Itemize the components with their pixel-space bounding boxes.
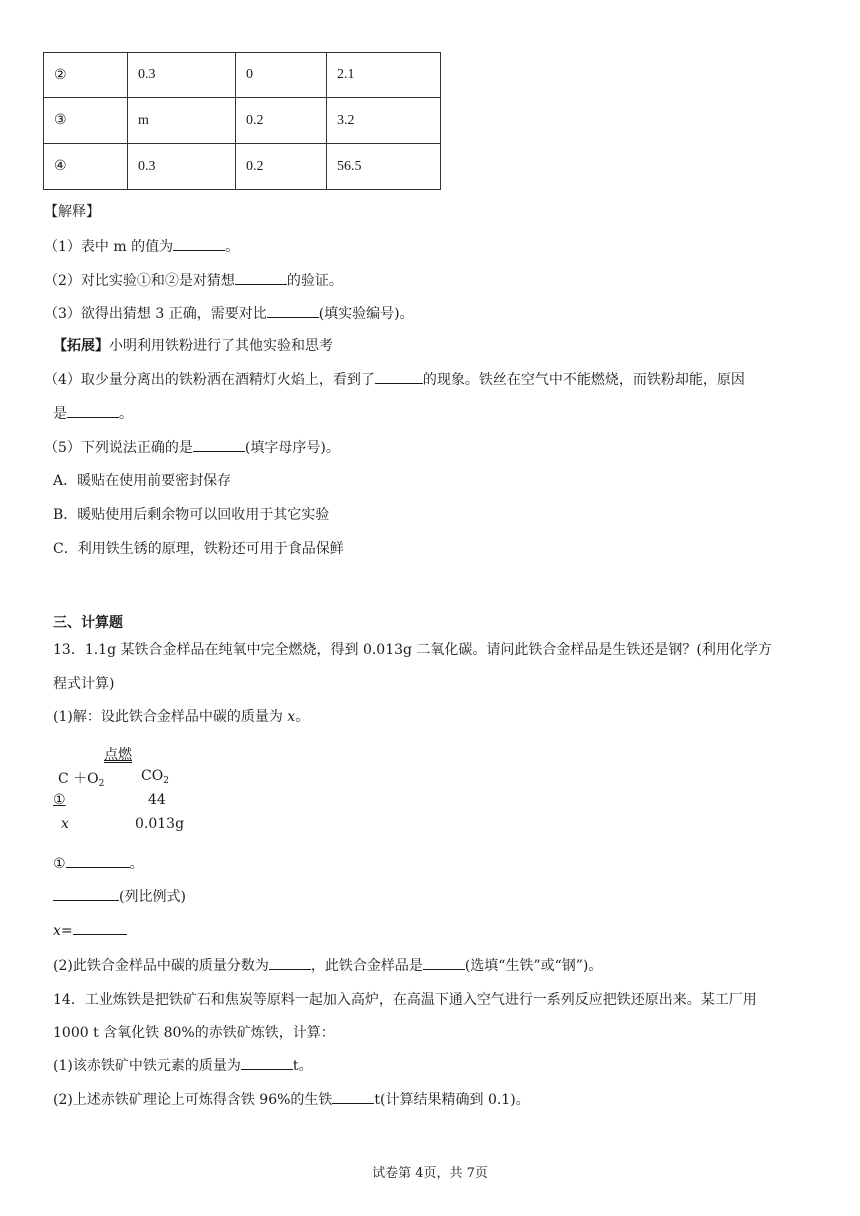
page-footer: 试卷第 4页，共 7页: [372, 1166, 488, 1181]
table-cell: 56.5: [327, 144, 441, 190]
equation-text: CO: [141, 768, 164, 784]
step-text: (列比例式): [119, 889, 186, 905]
table-row: [44, 53, 441, 98]
step-2: [53, 886, 186, 906]
solution-text: (1)解：设此铁合金样品中碳的质量为: [53, 709, 288, 725]
problem-13-line1: 13．1.1g 某铁合金样品在纯氧中完全燃烧，得到 0.013g 二氧化碳。请问此铁合金样品是生铁还是钢？(利用化学方: [53, 642, 772, 658]
option-c: C．利用铁生锈的原理，铁粉还可用于食品保鲜: [53, 541, 344, 557]
problem-14-line1: 14．工业炼铁是把铁矿石和焦炭等原料一起加入高炉，在高温下通入空气进行一系列反应把铁还原出来。某工厂用: [53, 992, 757, 1008]
ratio-left: ①: [53, 792, 66, 808]
question-text: 是: [53, 406, 67, 422]
question-text: （3）欲得出猜想 3 正确，需要对比: [44, 306, 267, 322]
answer-blank[interactable]: [173, 236, 225, 251]
option-b: B．暖贴使用后剩余物可以回收用于其它实验: [53, 507, 330, 523]
step-1: [53, 853, 144, 873]
ratio-right: 44: [148, 792, 166, 808]
var-left: x: [61, 816, 69, 832]
answer-blank[interactable]: [267, 303, 319, 318]
table-cell: 0.2: [236, 98, 327, 144]
question-text: (填实验编号)。: [318, 306, 414, 322]
question-text: 的验证。: [286, 273, 343, 289]
question-text: 。: [119, 406, 133, 422]
problem-14-q1: [53, 1055, 312, 1075]
table-cell: 0.2: [236, 144, 327, 190]
equation-right: [141, 768, 169, 786]
table-row: [44, 98, 441, 144]
problem-14-q2: [53, 1089, 530, 1109]
problem-13-line2: 程式计算): [53, 676, 115, 692]
solution-text: 。: [295, 709, 310, 725]
step-3: [53, 920, 127, 939]
table-cell: ④: [44, 144, 128, 190]
question-5: [44, 437, 340, 457]
subscript: 2: [163, 776, 169, 786]
question-text: （2）对比实验①和②是对猜想: [44, 273, 235, 289]
answer-blank[interactable]: [73, 920, 127, 935]
question-4-cont: [53, 403, 133, 423]
question-text: t(计算结果精确到 0.1)。: [374, 1092, 530, 1108]
answer-blank[interactable]: [269, 955, 311, 970]
answer-blank[interactable]: [193, 437, 245, 452]
problem-13-part2: [53, 955, 602, 975]
question-text: （4）取少量分离出的铁粉洒在酒精灯火焰上，看到了: [44, 372, 375, 388]
question-text: (2)上述赤铁矿理论上可炼得含铁 96%的生铁: [53, 1092, 333, 1108]
answer-blank[interactable]: [423, 955, 465, 970]
answer-blank[interactable]: [235, 270, 287, 285]
question-text: (1)该赤铁矿中铁元素的质量为: [53, 1058, 241, 1074]
step-text: x=: [53, 923, 73, 939]
question-2: [44, 270, 343, 290]
solution-variable: x: [287, 709, 296, 725]
table-cell: 3.2: [327, 98, 441, 144]
question-text: (2)此铁合金样品中碳的质量分数为: [53, 958, 269, 974]
option-a: A．暖贴在使用前要密封保存: [53, 473, 232, 489]
var-right: 0.013g: [135, 816, 185, 832]
question-text: （5）下列说法正确的是: [44, 440, 193, 456]
question-text: (选填“生铁”或“钢”)。: [464, 958, 603, 974]
table-cell: 2.1: [327, 53, 441, 98]
equation-left: [58, 768, 104, 789]
question-text: 的现象。铁丝在空气中不能燃烧，而铁粉却能，原因: [422, 372, 745, 388]
table-cell: 0.3: [128, 144, 236, 190]
extend-text: 小明利用铁粉进行了其他实验和思考: [109, 338, 333, 354]
problem-13-solution: [53, 706, 309, 726]
ratio-blank-marker: [53, 792, 66, 808]
answer-blank[interactable]: [67, 403, 119, 418]
answer-blank[interactable]: [375, 369, 423, 384]
extend-label: 【拓展】: [53, 338, 109, 354]
extend-section: [53, 335, 333, 355]
explain-header: 【解释】: [44, 204, 100, 220]
answer-blank[interactable]: [53, 886, 119, 901]
experiment-table: [43, 52, 441, 190]
answer-blank[interactable]: [241, 1055, 293, 1070]
equation-text: C ＋O: [58, 771, 99, 787]
question-4: [44, 369, 745, 389]
question-text: ，此铁合金样品是: [310, 958, 423, 974]
question-text: 。: [225, 239, 240, 255]
problem-14-line2: 1000 t 含氧化铁 80%的赤铁矿炼铁，计算：: [53, 1025, 335, 1041]
subscript: 2: [98, 779, 105, 789]
step-text: ①: [53, 856, 66, 872]
answer-blank[interactable]: [332, 1089, 374, 1104]
question-text: （1）表中 m 的值为: [44, 239, 174, 255]
table-cell: 0: [236, 53, 327, 98]
answer-blank[interactable]: [66, 853, 130, 868]
table-row: [44, 144, 441, 190]
table-cell: m: [128, 98, 236, 144]
table-cell: 0.3: [128, 53, 236, 98]
question-3: [44, 303, 414, 323]
table-cell: ③: [44, 98, 128, 144]
question-text: t。: [292, 1058, 313, 1074]
question-text: (填字母序号)。: [244, 440, 340, 456]
reaction-condition: 点燃: [104, 747, 132, 763]
table-cell: ②: [44, 53, 128, 98]
section-title: 三、计算题: [53, 615, 123, 631]
question-1: [44, 236, 239, 256]
step-text: 。: [129, 856, 144, 872]
